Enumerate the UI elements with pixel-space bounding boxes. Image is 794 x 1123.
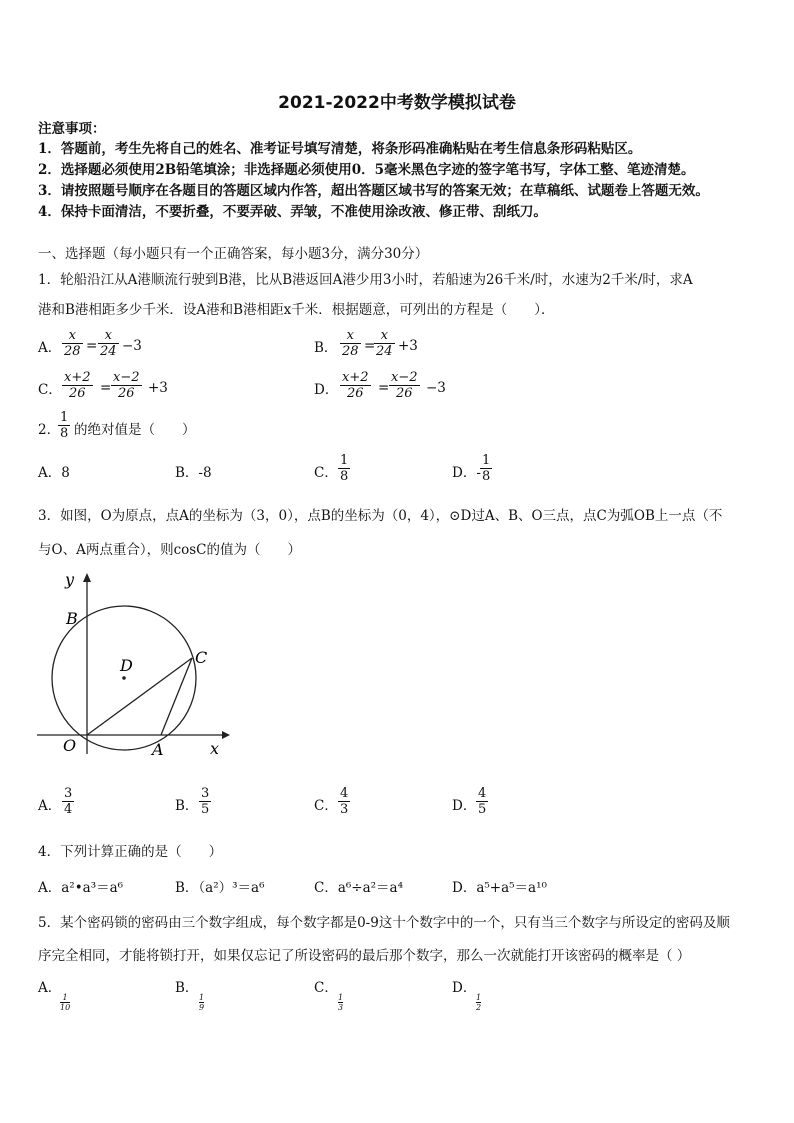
notice-item-4: 4．保持卡面清洁，不要折叠，不要弄破、弄皱，不准使用涂改液、修正带、刮纸刀。: [38, 204, 547, 220]
q3-option-c-frac: 4 3: [340, 786, 349, 817]
q4-option-b: B．（a²）³＝a⁶: [175, 880, 265, 896]
q4-option-c: C．a⁶÷a²＝a⁴: [314, 880, 404, 896]
q5-option-a-label: A．: [38, 980, 62, 996]
q1-option-a-tail: −3: [122, 338, 142, 354]
label-d: D: [120, 656, 133, 675]
q1-option-d-tail: −3: [426, 380, 446, 396]
q3-option-b-label: B．: [175, 798, 199, 814]
q1-option-a-eq: =: [86, 338, 98, 354]
notice-heading: 注意事项：: [38, 121, 106, 137]
q1-option-b-label: B．: [314, 340, 338, 356]
notice-item-1: 1．答题前，考生先将自己的姓名、准考证号填写清楚，将条形码准确粘贴在考生信息条形码粘贴区。: [38, 141, 642, 157]
q2-option-d-label: D．-: [452, 465, 481, 481]
q4-option-d: D．a⁵+a⁵＝a¹⁰: [452, 880, 547, 896]
label-a: A: [152, 740, 164, 758]
q3-stem-line2: 与O、A两点重合），则cosC的值为（ ）: [38, 542, 302, 558]
q1-option-a-frac2: x 24: [100, 328, 117, 359]
q1-option-b-frac2: x 24: [376, 328, 393, 359]
y-axis-arrow: [83, 573, 91, 582]
q3-stem-line1: 3．如图，O为原点，点A的坐标为（3，0），点B的坐标为（0，4），⊙D过A、B、O三点，点C为弧OB上一点（不: [38, 508, 723, 524]
label-o: O: [63, 736, 77, 755]
q2-option-c-frac: 1 8: [340, 453, 349, 484]
q1-option-c-frac2: x−2 26: [113, 370, 140, 401]
q5-option-a-frac: 1 10: [60, 993, 71, 1012]
q1-option-b-frac1: x 28: [342, 328, 359, 359]
q5-option-d-frac: 1 2: [476, 993, 482, 1012]
q5-option-b-frac: 1 9: [199, 993, 205, 1012]
q3-option-a-frac: 3 4: [64, 786, 73, 817]
label-y: y: [65, 570, 75, 589]
label-x: x: [210, 739, 220, 758]
point-d: [122, 676, 126, 680]
q1-option-b-eq: =: [364, 338, 376, 354]
q1-option-d-eq: =: [378, 380, 390, 396]
q1-option-b-tail: +3: [398, 338, 418, 354]
q1-option-c-tail: +3: [148, 380, 168, 396]
q2-option-a: A．8: [38, 465, 70, 481]
q1-option-a-label: A．: [38, 340, 62, 356]
q1-option-c-frac1: x+2 26: [64, 370, 91, 401]
q3-option-c-label: C．: [314, 798, 338, 814]
q5-option-c-frac: 1 3: [338, 993, 344, 1012]
q4-stem: 4．下列计算正确的是（ ）: [38, 844, 223, 860]
page-title: 2021-2022中考数学模拟试卷: [278, 93, 516, 113]
q3-option-a-label: A．: [38, 798, 62, 814]
q1-option-d-frac1: x+2 26: [342, 370, 369, 401]
q1-option-c-label: C．: [38, 382, 62, 398]
q4-option-a: A．a²•a³＝a⁶: [38, 880, 124, 896]
q1-option-d-label: D．: [314, 382, 339, 398]
q1-option-d-frac2: x−2 26: [391, 370, 418, 401]
q3-option-d-label: D．: [452, 798, 477, 814]
q1-stem-line1: 1．轮船沿江从A港顺流行驶到B港，比从B港返回A港少用3小时，若船速为26千米/时，水速为2千米/时，求A: [38, 272, 693, 288]
q5-option-d-label: D．: [452, 980, 477, 996]
q5-stem-line2: 序完全相同，才能将锁打开，如果仅忘记了所设密码的最后那个数字，那么一次就能打开该密码的概率是（ ）: [38, 948, 691, 964]
notice-item-3: 3．请按照题号顺序在各题目的答题区域内作答，超出答题区域书写的答案无效；在草稿纸、试题卷上答题无效。: [38, 183, 709, 199]
label-b: B: [66, 609, 78, 628]
x-axis-arrow: [222, 731, 230, 739]
q2-option-d-frac: 1 8: [482, 453, 491, 484]
q2-stem: 的绝对值是（ ）: [74, 422, 196, 438]
q5-stem-line1: 5．某个密码锁的密码由三个数字组成，每个数字都是0-9这十个数字中的一个，只有当三个数字与所设定的密码及顺: [38, 915, 730, 931]
q1-stem-line2: 港和B港相距多少千米．设A港和B港相距x千米．根据题意，可列出的方程是（ ）．: [38, 302, 555, 318]
label-c: C: [195, 648, 208, 667]
q3-figure-circle-diagram: [34, 568, 234, 758]
notice-item-2: 2．选择题必须使用2B铅笔填涂；非选择题必须使用0．5毫米黑色字迹的签字笔书写，字体工整、笔迹清楚。: [38, 162, 695, 178]
q5-option-c-label: C．: [314, 980, 338, 996]
q3-option-b-frac: 3 5: [201, 786, 210, 817]
q2-number: 2．: [38, 422, 61, 438]
q1-option-a-frac1: x 28: [64, 328, 81, 359]
q2-option-c-label: C．: [314, 465, 338, 481]
q3-option-d-frac: 4 5: [478, 786, 487, 817]
q2-fraction: 1 8: [60, 410, 69, 441]
q2-option-b: B．-8: [175, 465, 212, 481]
q1-option-c-eq: =: [100, 380, 112, 396]
q5-option-b-label: B．: [175, 980, 199, 996]
section-heading: 一、选择题（每小题只有一个正确答案，每小题3分，满分30分）: [38, 246, 429, 262]
